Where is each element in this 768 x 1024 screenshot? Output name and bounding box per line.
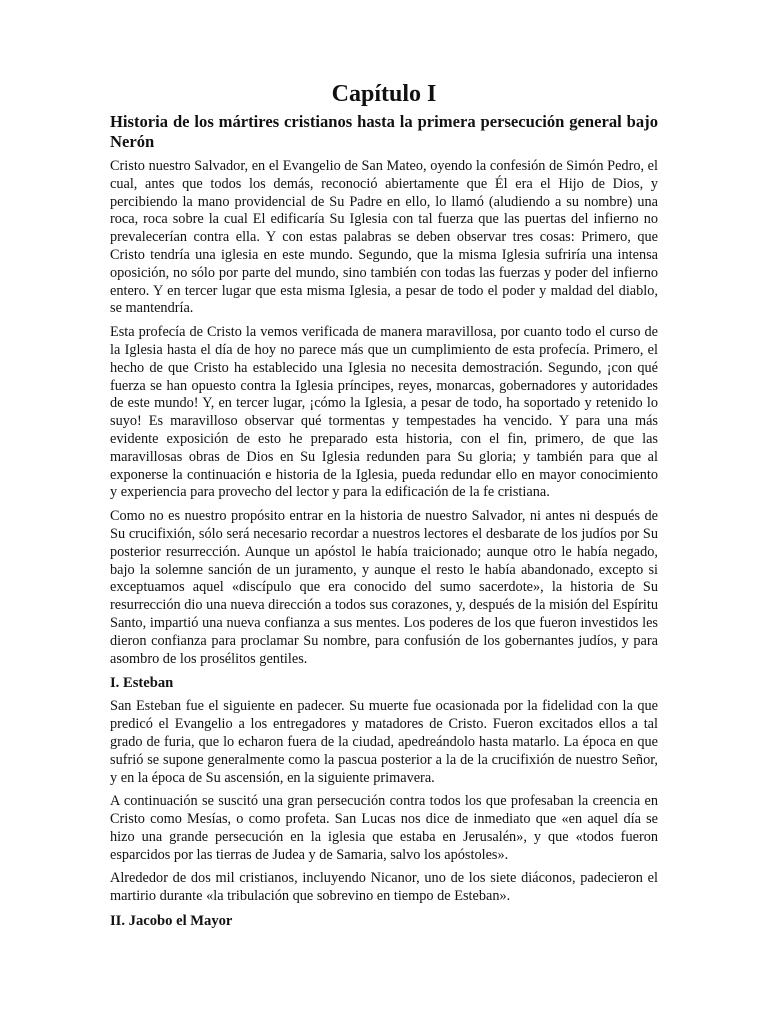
section-heading-esteban: I. Esteban — [110, 675, 174, 692]
paragraph-intro-3: Como no es nuestro propósito entrar en la historia de nuestro Salvador, ni antes ni después de Su crucifixión, sólo será necesario recordar a nuestros lectores el desbarate de los judíos por Su posterior resurrección. Aunque un apóstol le había traicionado; aunque otro le había negado, bajo la solemne sanción de un juramento, y aunque el resto le había abandonado, excepto si exceptuamos aquel «discípulo que era conocido del sumo sacerdote», la historia de Su resurrección dio una nueva dirección a todos sus corazones, y, después de la misión del Espíritu Santo, impartió una nueva confianza a sus mentes. Los poderes de los que fueron investidos les dieron confianza para proclamar Su nombre, para confusión de los gobernantes judíos, y para asombro de los prosélitos gentiles. — [110, 508, 658, 667]
paragraph-intro-2: Esta profecía de Cristo la vemos verificada de manera maravillosa, por cuanto todo el curso de la Iglesia hasta el día de hoy no parece más que un cumplimiento de esta profecía. Primero, el hecho de que Cristo ha establecido una Iglesia no necesita demostración. Segundo, ¡con qué fuerza se han opuesto contra la Iglesia príncipes, reyes, monarcas, gobernadores y autoridades de este mundo! Y, en tercer lugar, ¡cómo la Iglesia, a pesar de todo, ha soportado y retenido lo suyo! Es maravilloso observar qué tormentas y tempestades ha vencido. Y para una más evidente exposición de esto he preparado esta historia, con el fin, primero, de que las maravillosas obras de Dios en Su Iglesia redunden para Su gloria; y también para que al exponerse la continuación e historia de la Iglesia, pueda redundar ello en mayor conocimiento y experiencia para provecho del lector y para la edificación de la fe cristiana. — [110, 324, 658, 501]
paragraph-intro-1: Cristo nuestro Salvador, en el Evangelio de San Mateo, oyendo la confesión de Simón Pedro, el cual, antes que todos los demás, reconoció abiertamente que Él era el Hijo de Dios, y percibiendo la mano providencial de Su Padre en ello, lo llamó (aludiendo a su nombre) una roca, roca sobre la cual El edificaría Su Iglesia con tal fuerza que las puertas del infierno no prevalecerían contra ella. Y con estas palabras se deben observar tres cosas: Primero, que Cristo tendría una iglesia en este mundo. Segundo, que la misma Iglesia sufriría una intensa oposición, no sólo por parte del mundo, sino también con todas las fuerzas y poder del infierno entero. Y en tercer lugar que esta misma Iglesia, a pesar de todo el poder y maldad del diablo, se mantendría. — [110, 158, 658, 317]
section-heading-jacobo: II. Jacobo el Mayor — [110, 913, 233, 930]
chapter-subtitle: Historia de los mártires cristianos hasta la primera persecución general bajo Nerón — [110, 112, 658, 151]
paragraph-esteban-3: Alrededor de dos mil cristianos, incluyendo Nicanor, uno de los siete diáconos, padecieron el martirio durante «la tribulación que sobrevino en tiempo de Esteban». — [110, 870, 658, 905]
document-page — [110, 80, 658, 936]
paragraph-esteban-2: A continuación se suscitó una gran persecución contra todos los que profesaban la creencia en Cristo como Mesías, o como profeta. San Lucas nos dice de inmediato que «en aquel día se hizo una grande persecución en la iglesia que estaba en Jerusalén», y que «todos fueron esparcidos por las tierras de Judea y de Samaria, salvo los apóstoles». — [110, 793, 658, 863]
chapter-title: Capítulo I — [331, 81, 437, 107]
paragraph-esteban-1: San Esteban fue el siguiente en padecer. Su muerte fue ocasionada por la fidelidad con la que predicó el Evangelio a los entregadores y matadores de Cristo. Fueron excitados ellos a tal grado de furia, que lo echaron fuera de la ciudad, apedreándolo hasta matarlo. La época en que sufrió se supone generalmente como la pascua posterior a la de la crucifixión de nuestro Señor, y en la época de Su ascensión, en la siguiente primavera. — [110, 698, 658, 786]
